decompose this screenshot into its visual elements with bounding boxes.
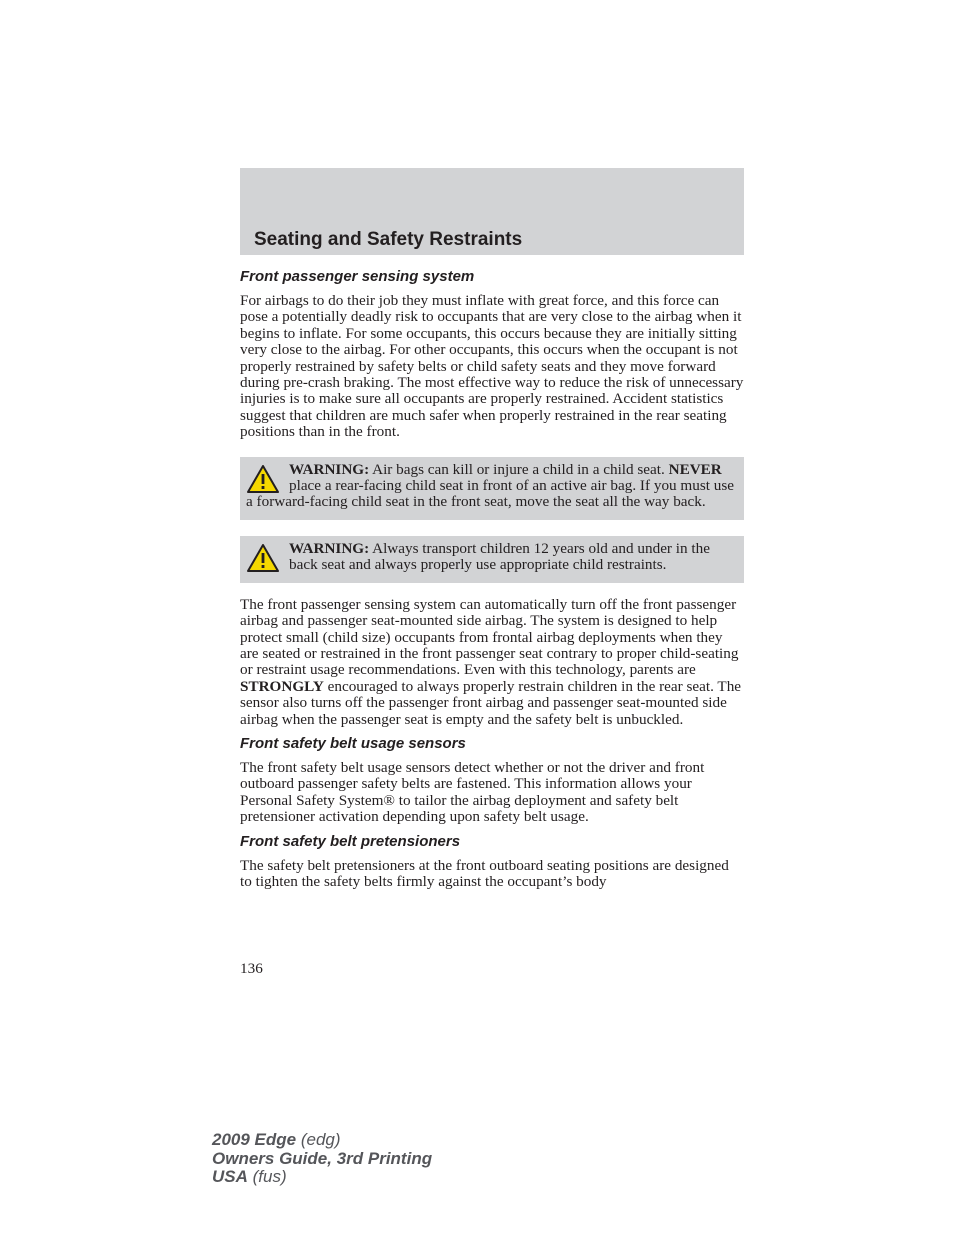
paragraph-pretensioners: The safety belt pretensioners at the front outboard seating positions are designed to tighten the safety belts firmly against the occupant’s body [240, 856, 729, 890]
page-title: Seating and Safety Restraints [254, 229, 523, 250]
emphasis-strongly: STRONGLY [240, 677, 324, 695]
paragraph-sensing-text: The front passenger sensing system can automatically turn off the front passenger airbag and passenger seat-mounted side airbag. The system is designed to help protect small (child size) occupants from frontal airbag deployments when they are seated or restrained in the front passenger seat contrary to proper child-seating or restraint usage recommendations. Even with this technology, parents are [240, 595, 739, 679]
warning-text: Air bags can kill or injure a child in a child seat. [369, 460, 669, 478]
paragraph-airbag-risk: For airbags to do their job they must inflate with great force, and this force can pose a potentially deadly risk to occupants that are very close to the airbag when it begins to inflate. For some occupants, this occurs because they are initially sitting very close to the airbag. For other occupants, this occurs when the occupant is not properly restrained by safety belts or child safety seats and they move forward during pre-crash braking. The most effective way to reduce the risk of unnecessary injuries is to make sure all occupants are properly restrained. Accident statistics suggest that children are much safer when properly restrained in the rear seating positions than in the front. [240, 292, 744, 441]
warning-label: WARNING: [289, 539, 370, 557]
warning-box-child-seat [240, 457, 744, 520]
page-content [240, 267, 744, 890]
warning-never: NEVER [668, 460, 722, 478]
heading-belt-pretensioners: Front safety belt pretensioners [240, 832, 461, 850]
warning-triangle-icon [246, 464, 280, 494]
section-header-band [240, 168, 744, 255]
page-number: 136 [240, 960, 263, 977]
footer-line-market [212, 1168, 432, 1187]
heading-belt-usage-sensors: Front safety belt usage sensors [240, 734, 466, 752]
footer-market: USA [212, 1167, 248, 1186]
paragraph-belt-usage: The front safety belt usage sensors detect whether or not the driver and front outboard passenger safety belts are fastened. This information allows your Personal Safety System® to tailor the airbag deployment and safety belt pretensioner activation depending upon safety belt usage. [240, 758, 705, 826]
document-footer [212, 1131, 432, 1187]
footer-market-code: (fus) [247, 1167, 287, 1186]
warning-label: WARNING: [289, 460, 370, 478]
footer-line-model [212, 1131, 432, 1150]
footer-printing: Owners Guide, 3rd Printing [212, 1148, 433, 1168]
paragraph-sensing-system [240, 597, 744, 728]
footer-model-code: (edg) [296, 1130, 341, 1149]
footer-model: 2009 Edge [212, 1130, 297, 1149]
warning-box-back-seat [240, 536, 744, 583]
heading-front-passenger-sensing: Front passenger sensing system [240, 268, 475, 285]
warning-text-continued: place a rear-facing child seat in front of an active air bag. If you must use a forward-facing child seat in the front seat, move the seat all the way back. [246, 477, 735, 511]
warning-text: Always transport children 12 years old and under in the back seat and always properly use appropriate child restraints. [289, 539, 710, 574]
paragraph-sensing-text-continued: encouraged to always properly restrain children in the rear seat. The sensor also turns off the passenger front airbag and passenger seat-mounted side airbag when the passenger seat is empty and the safety belt is unbuckled. [240, 677, 742, 728]
warning-triangle-icon [246, 543, 280, 573]
